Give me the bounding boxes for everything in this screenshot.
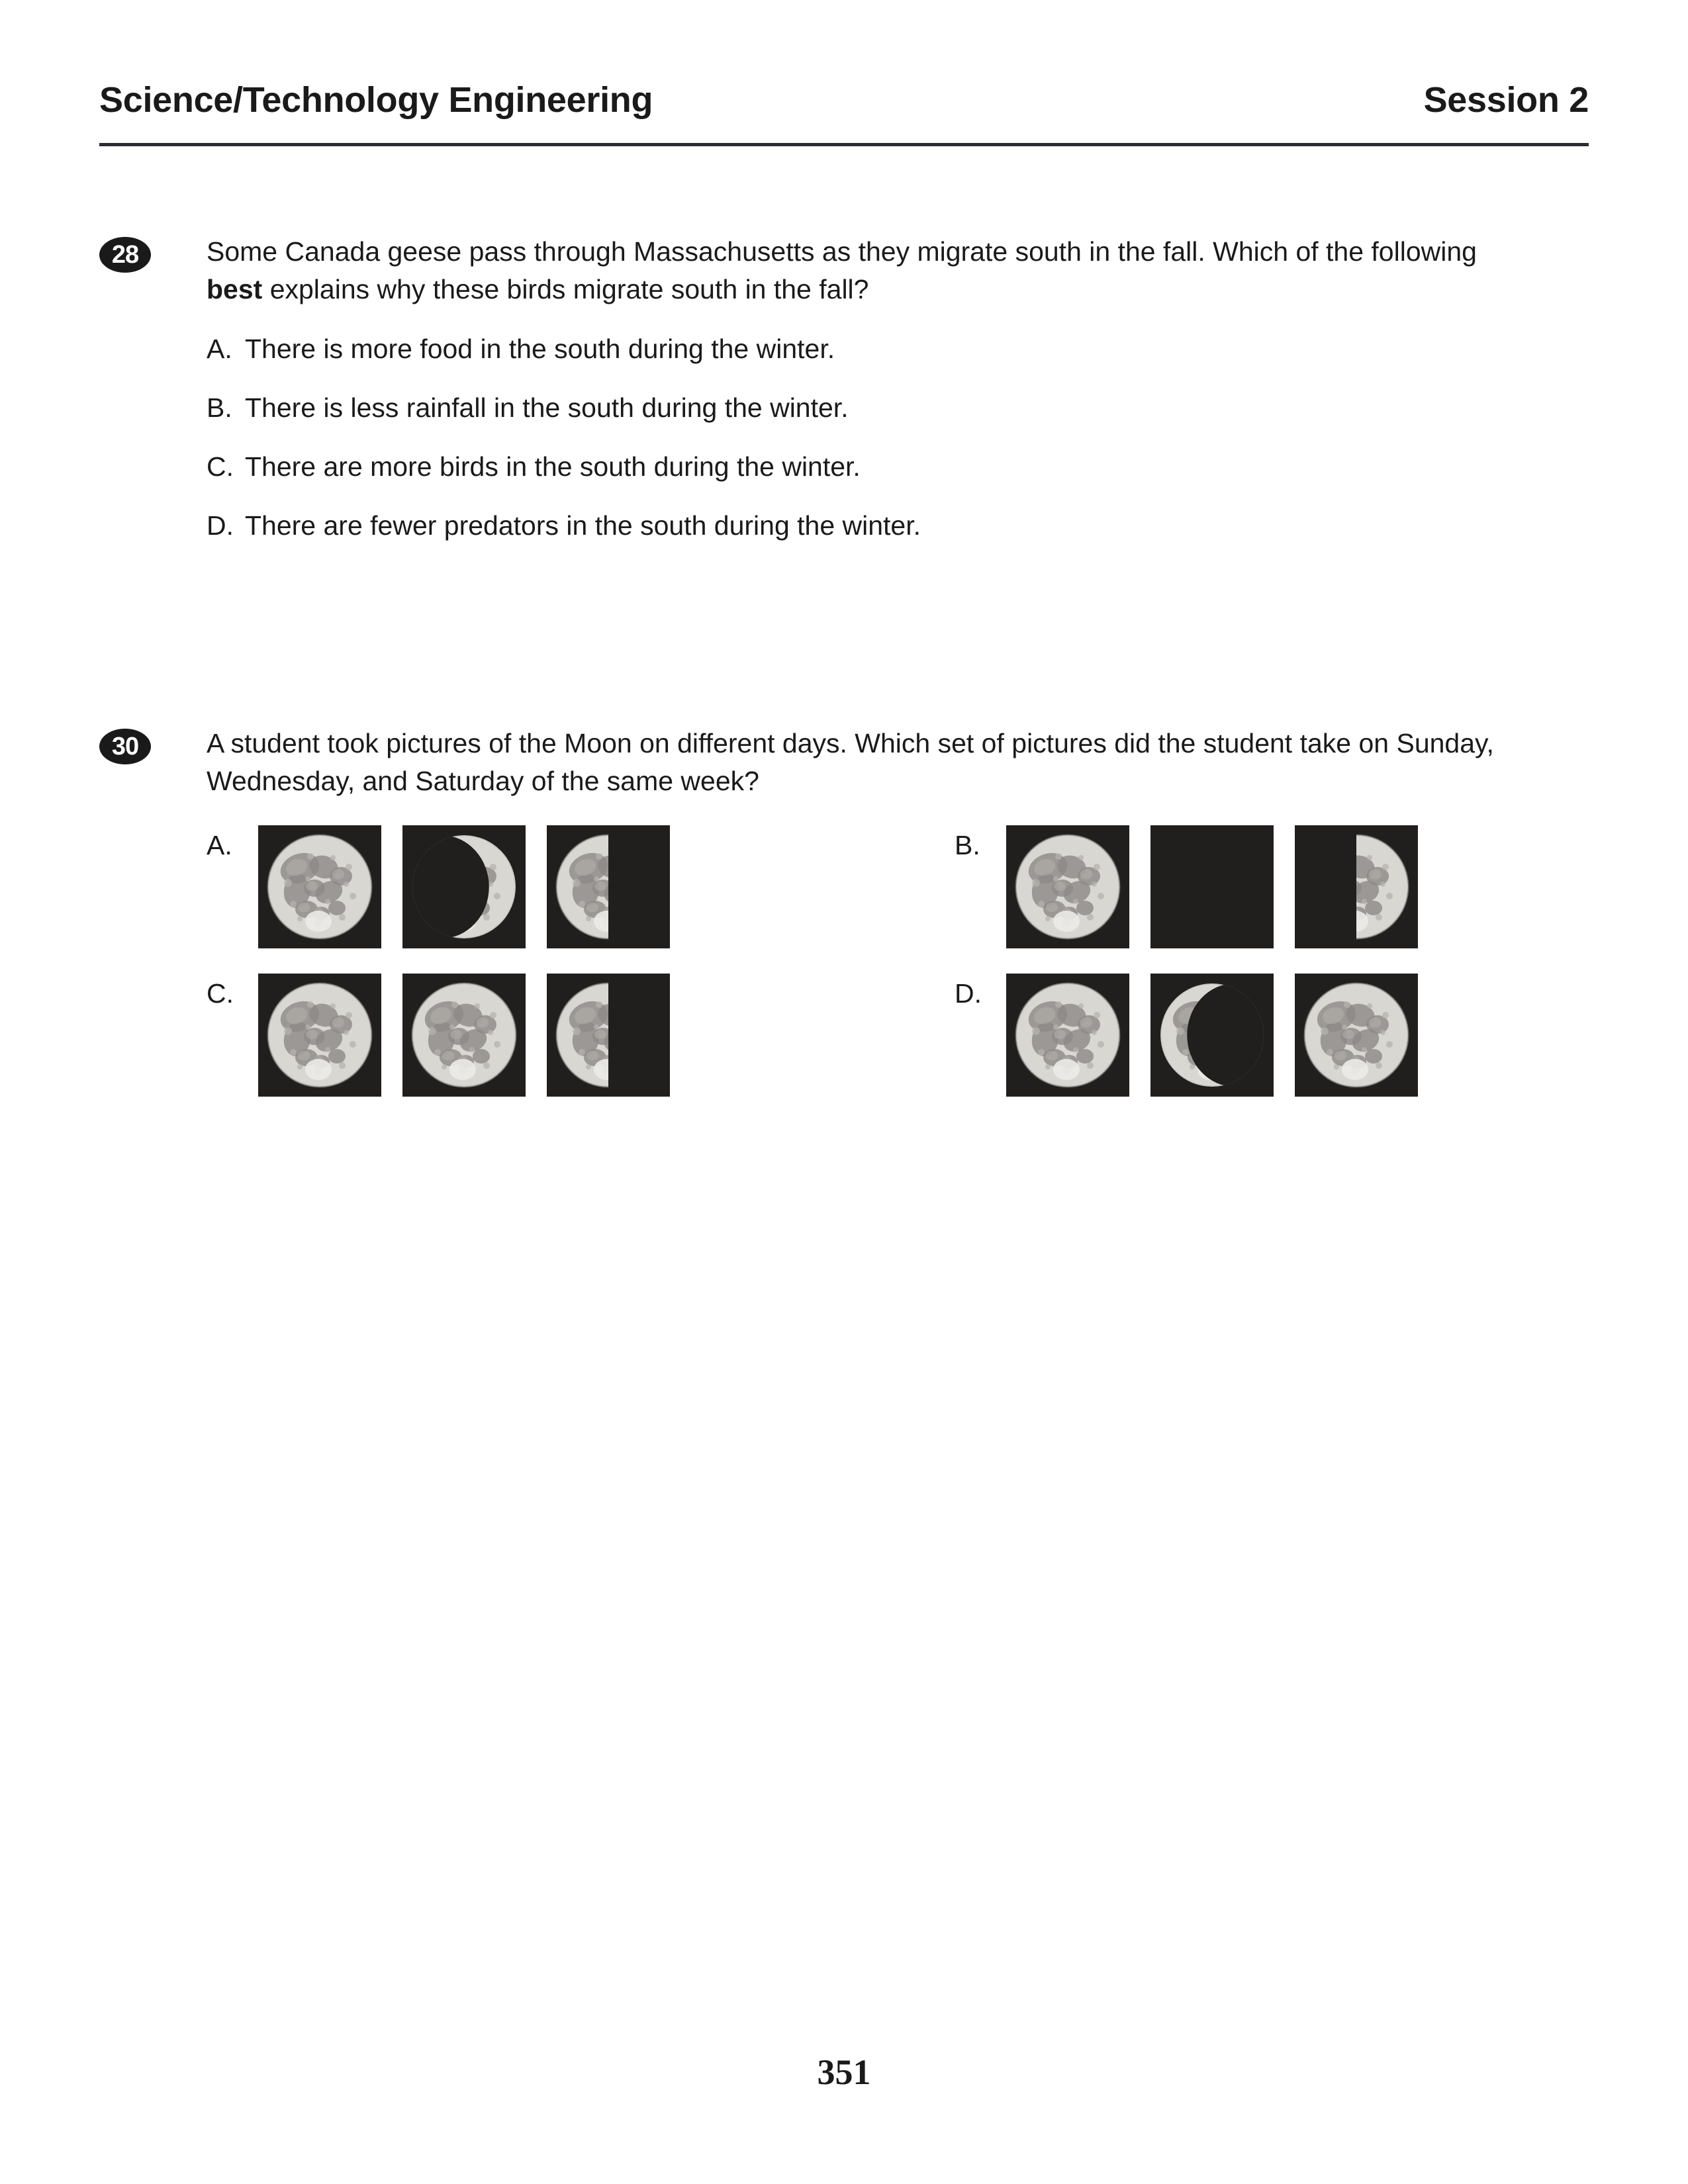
question-stem: A student took pictures of the Moon on different days. Which set of pictures did the student take on Sunday, Wednesday, and Saturday of the same week? bbox=[207, 728, 1494, 796]
moon-phase-full-moon bbox=[258, 825, 381, 948]
moon-phase-full-moon bbox=[1006, 974, 1129, 1097]
option-label: There are more birds in the south during the winter. bbox=[245, 451, 861, 482]
moon-phase-full-moon bbox=[258, 974, 381, 1097]
moon-phase-full-moon bbox=[1006, 825, 1129, 948]
answer-option-b[interactable] bbox=[955, 825, 1570, 948]
moon-tile-group-c bbox=[258, 974, 670, 1097]
question-number-badge: 30 bbox=[99, 729, 151, 764]
moon-tile-group-a bbox=[258, 825, 670, 948]
moon-phase-half-moon-left-lit bbox=[547, 974, 670, 1097]
question-number-badge: 28 bbox=[99, 237, 151, 273]
option-letter: C. bbox=[207, 451, 234, 482]
answer-option-a[interactable] bbox=[207, 825, 955, 948]
moon-option-row-1 bbox=[207, 825, 1570, 948]
option-letter: A. bbox=[207, 334, 232, 364]
moon-tile-group-b bbox=[1006, 825, 1418, 948]
answer-option-c[interactable] bbox=[207, 974, 955, 1097]
option-letter: D. bbox=[955, 978, 982, 1009]
header-divider bbox=[99, 143, 1589, 146]
answer-option-d[interactable] bbox=[955, 974, 1570, 1097]
option-letter: B. bbox=[207, 392, 232, 423]
option-letter: C. bbox=[207, 978, 234, 1009]
session-label: Session 2 bbox=[1423, 80, 1589, 120]
answer-option-d[interactable] bbox=[207, 508, 1589, 543]
moon-answer-options bbox=[207, 825, 1570, 1097]
question-stem-emphasis: best bbox=[207, 274, 263, 304]
answer-option-b[interactable] bbox=[207, 390, 1589, 426]
moon-phase-full-moon bbox=[1295, 974, 1418, 1097]
moon-phase-waning-crescent-right bbox=[402, 825, 526, 948]
question-stem-part-2: explains why these birds migrate south in the fall? bbox=[262, 274, 869, 304]
page-title: Science/Technology Engineering bbox=[99, 80, 653, 120]
moon-phase-half-moon-right-lit bbox=[1295, 825, 1418, 948]
option-letter: A. bbox=[207, 830, 232, 860]
page-header bbox=[99, 79, 1589, 152]
option-letter: B. bbox=[955, 830, 980, 860]
answer-option-c[interactable] bbox=[207, 449, 1589, 484]
answer-options bbox=[207, 331, 1589, 543]
option-label: There are fewer predators in the south during the winter. bbox=[245, 510, 921, 541]
moon-phase-full-moon bbox=[402, 974, 526, 1097]
page-number: 351 bbox=[817, 2052, 871, 2092]
moon-phase-waxing-crescent-left bbox=[1150, 974, 1274, 1097]
question-stem-part-1: Some Canada geese pass through Massachusetts as they migrate south in the fall. Which of the following bbox=[207, 236, 1477, 267]
moon-option-row-2 bbox=[207, 974, 1570, 1097]
moon-phase-half-moon-left-lit bbox=[547, 825, 670, 948]
question-stem bbox=[207, 233, 1524, 308]
option-label: There is more food in the south during the winter. bbox=[245, 334, 835, 364]
option-label: There is less rainfall in the south during the winter. bbox=[245, 392, 849, 423]
question-30 bbox=[99, 725, 1589, 1122]
question-28 bbox=[99, 233, 1589, 567]
moon-phase-new-moon bbox=[1150, 825, 1274, 948]
answer-option-a[interactable] bbox=[207, 331, 1589, 367]
option-letter: D. bbox=[207, 510, 234, 541]
moon-tile-group-d bbox=[1006, 974, 1418, 1097]
